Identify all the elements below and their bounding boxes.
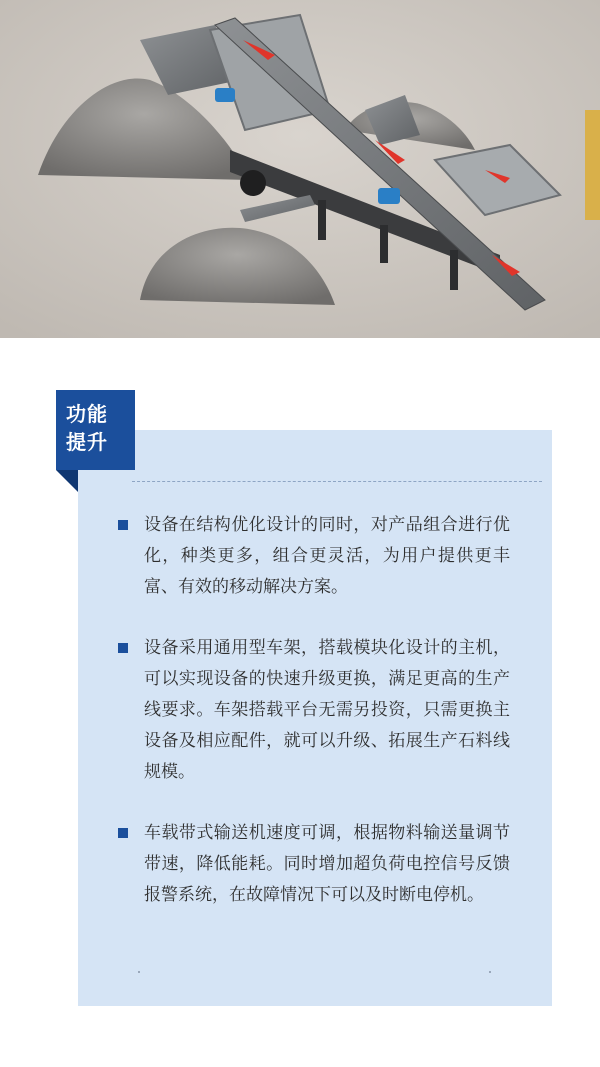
motor (215, 88, 235, 102)
square-bullet-icon (118, 520, 128, 530)
feature-item (118, 818, 510, 911)
feature-item-text: 设备采用通用型车架，搭载模块化设计的主机，可以实现设备的快速升级更换，满足更高的生产线要求。车架搭载平台无需另投资，只需更换主设备及相应配件，就可以升级、拓展生产石料线规模。 (144, 638, 510, 782)
support-leg (318, 200, 326, 240)
crushing-plant-graphic (0, 0, 600, 338)
wheel (240, 170, 266, 196)
badge-line1: 功能 (66, 402, 108, 426)
square-bullet-icon (118, 828, 128, 838)
feature-badge (56, 390, 135, 470)
feature-item (118, 510, 510, 603)
divider-line (132, 481, 542, 482)
loader-edge (585, 110, 600, 220)
motor (378, 188, 400, 204)
badge-line2: 提升 (66, 430, 108, 454)
feature-item-text: 设备在结构优化设计的同时，对产品组合进行优化，种类更多，组合更灵活，为用户提供更丰富、有效的移动解决方案。 (144, 515, 510, 597)
corner-tick (489, 971, 491, 973)
corner-tick (138, 971, 140, 973)
hero-illustration (0, 0, 600, 338)
support-leg (380, 225, 388, 263)
badge-fold (56, 470, 78, 492)
square-bullet-icon (118, 643, 128, 653)
feature-item-text: 车载带式输送机速度可调，根据物料输送量调节带速，降低能耗。同时增加超负荷电控信号反馈报警系统，在故障情况下可以及时断电停机。 (144, 823, 510, 905)
support-leg (450, 250, 458, 290)
feature-item (118, 633, 510, 788)
